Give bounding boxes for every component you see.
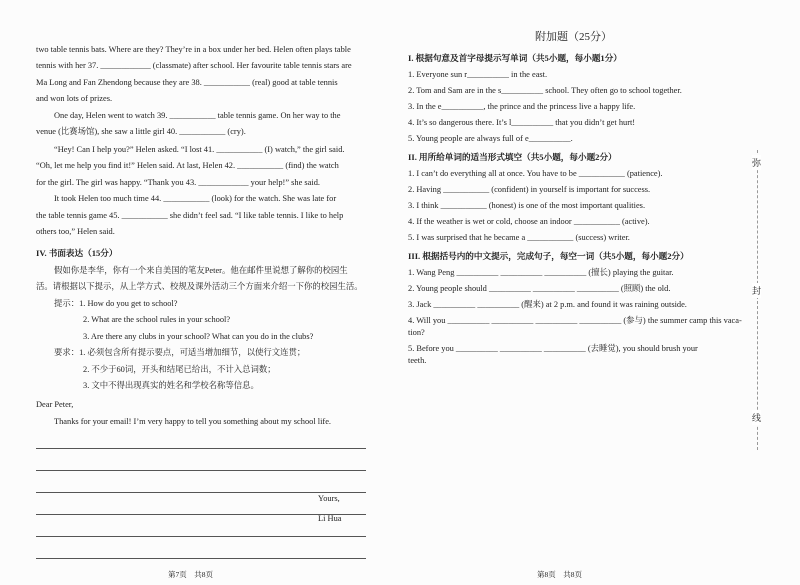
passage-line: One day, Helen went to watch 39. ___________ table tennis game. On her way to the bbox=[54, 111, 341, 120]
question-item: 2. Having ___________ (confident) in yourself is important for success. bbox=[408, 185, 651, 194]
page-number: 第8页 共8页 bbox=[537, 570, 582, 579]
page-title: 附加题（25分） bbox=[535, 31, 612, 43]
question-item: 1. Everyone sun r__________ in the east. bbox=[408, 70, 548, 79]
writing-line[interactable] bbox=[36, 514, 366, 515]
section-heading: III. 根据括号内的中文提示，完成句子，每空一词（共5小题，每小题2分） bbox=[408, 251, 689, 261]
question-item: 5. I was surprised that he became a ___________ (success) writer. bbox=[408, 233, 630, 242]
task-line: 活。请根据以下提示，从上学方式、校规及课外活动三个方面来介绍一下你的校园生活。 bbox=[36, 282, 363, 291]
task-line: 3. Are there any clubs in your school? What can you do in the clubs? bbox=[83, 332, 314, 341]
passage-line: Ma Long and Fan Zhendong because they are 38. ___________ (real) good at table tennis bbox=[36, 78, 338, 87]
passage-line: tennis with her 37. ____________ (classmate) after school. Her favourite table tennis stars are bbox=[36, 61, 352, 70]
writing-line[interactable] bbox=[36, 558, 366, 559]
page-number: 第7页 共8页 bbox=[168, 570, 213, 579]
passage-line: “Oh, let me help you find it!” Helen said. At last, Helen 42. ___________ (find) the watch bbox=[36, 161, 339, 170]
writing-line[interactable] bbox=[36, 492, 366, 493]
section-heading: IV. 书面表达（15分） bbox=[36, 248, 118, 258]
passage-line: It took Helen too much time 44. ___________ (look) for the watch. She was late for bbox=[54, 194, 337, 203]
passage-line: and won lots of prizes. bbox=[36, 94, 113, 103]
passage-line: for the girl. The girl was happy. “Thank you 43. ____________ your help!” she said. bbox=[36, 178, 320, 187]
question-item: 1. I can’t do everything all at once. You have to be ___________ (patience). bbox=[408, 169, 663, 178]
binding-char: 封 bbox=[752, 283, 761, 298]
right-page bbox=[400, 0, 800, 585]
question-item: 3. In the e__________, the prince and the princess live a happy life. bbox=[408, 102, 636, 111]
question-item: 3. I think ___________ (honest) is one of the most important qualities. bbox=[408, 201, 646, 210]
question-item: 1. Wang Peng __________ __________ __________ (擅长) playing the guitar. bbox=[408, 268, 674, 277]
binding-char: 线 bbox=[752, 410, 761, 425]
task-line: 2. 不少于60词，开头和结尾已给出，不计入总词数； bbox=[83, 365, 276, 374]
binding-line bbox=[757, 150, 758, 450]
question-item: 4. If the weather is wet or cold, choose an indoor ___________ (active). bbox=[408, 217, 650, 226]
task-line: 3. 文中不得出现真实的姓名和学校名称等信息。 bbox=[83, 381, 259, 390]
binding-char: 弥 bbox=[752, 155, 761, 170]
question-item: 2. Tom and Sam are in the s__________ school. They often go to school together. bbox=[408, 86, 682, 95]
task-line: 要求：1. 必须包含所有提示要点，可适当增加细节，以使行文连贯； bbox=[54, 348, 306, 357]
question-item: teeth. bbox=[408, 356, 427, 365]
section-heading: II. 用所给单词的适当形式填空（共5小题，每小题2分） bbox=[408, 152, 617, 162]
passage-line: venue (比赛场馆), she saw a little girl 40. ___________ (cry). bbox=[36, 127, 246, 136]
question-item: 4. It’s so dangerous there. It’s l__________ that you didn’t get hurt! bbox=[408, 118, 636, 127]
passage-line: “Hey! Can I help you?” Helen asked. “I lost 41. ___________ (I) watch,” the girl said. bbox=[54, 145, 345, 154]
section-heading: I. 根据句意及首字母提示写单词（共5小题，每小题1分） bbox=[408, 53, 622, 63]
task-line: 提示：1. How do you get to school? bbox=[54, 299, 178, 308]
letter-signature: Li Hua bbox=[318, 514, 342, 523]
letter-opening: Thanks for your email! I’m very happy to tell you something about my school life. bbox=[54, 417, 332, 426]
writing-line[interactable] bbox=[36, 470, 366, 471]
question-item: 2. Young people should __________ __________ __________ (照顾) the old. bbox=[408, 284, 671, 293]
passage-line: the table tennis game 45. ___________ she didn’t feel sad. “I like table tennis. I like to help bbox=[36, 211, 344, 220]
question-item: 5. Young people are always full of e__________. bbox=[408, 134, 573, 143]
passage-line: others too,” Helen said. bbox=[36, 227, 115, 236]
task-line: 假如你是李华，你有一个来自美国的笔友Peter。他在邮件里说想了解你的校园生 bbox=[54, 266, 348, 275]
writing-line[interactable] bbox=[36, 448, 366, 449]
writing-line[interactable] bbox=[36, 536, 366, 537]
question-item: 5. Before you __________ __________ __________ (去睡觉), you should brush your bbox=[408, 344, 698, 353]
task-line: 2. What are the school rules in your school? bbox=[83, 315, 231, 324]
passage-line: two table tennis bats. Where are they? They’re in a box under her bed. Helen often plays table bbox=[36, 45, 351, 54]
question-item: 3. Jack __________ __________ (醒来) at 2 p.m. and found it was raining outside. bbox=[408, 300, 687, 309]
letter-greeting: Dear Peter, bbox=[36, 400, 74, 409]
question-item: tion? bbox=[408, 328, 425, 337]
question-item: 4. Will you __________ __________ __________ __________ (参与) the summer camp this vaca- bbox=[408, 316, 742, 325]
letter-closing: Yours, bbox=[318, 494, 340, 503]
